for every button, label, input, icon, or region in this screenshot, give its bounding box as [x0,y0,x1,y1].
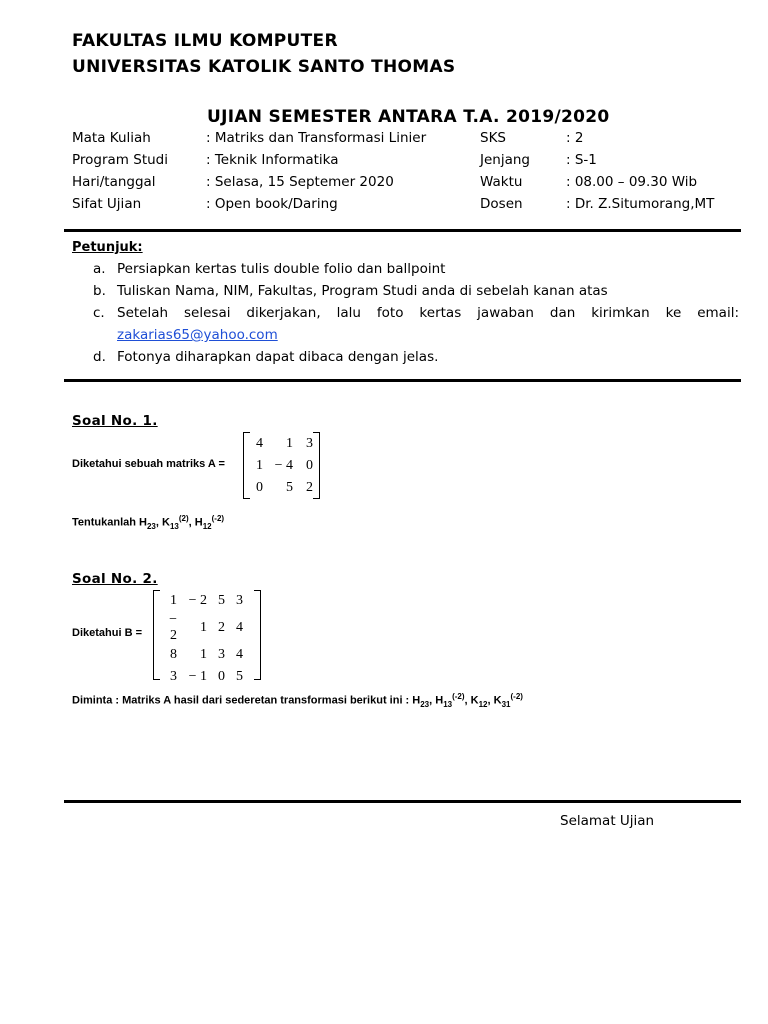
info-value: : Teknik Informatika [206,152,339,168]
info-value: : Selasa, 15 Septemer 2020 [206,174,394,190]
info-label: Dosen [480,196,523,212]
subscript: 13 [443,699,453,709]
right-bracket [254,590,261,680]
matrix-cell: − 2 [169,612,177,643]
superscript: (-2) [452,692,465,701]
matrix-cell: 4 [236,647,243,662]
matrix-cell: 3 [306,436,313,451]
task-text: , K [487,694,502,707]
instruction-item: Setelah selesai dikerjakan, lalu foto kertas jawaban dan kirimkan ke email: [117,305,739,321]
matrix-a [243,432,320,499]
question-2-given: Diketahui B = [72,627,142,639]
list-marker: b. [93,283,106,299]
matrix-cell: − 1 [188,669,207,684]
email-link[interactable]: zakarias65@yahoo.com [117,327,278,343]
info-label: Waktu [480,174,523,190]
subscript: 12 [478,699,488,709]
info-label: Sifat Ujian [72,196,142,212]
matrix-cell: 3 [170,669,177,684]
matrix-cell: 0 [306,458,313,473]
task-text: Diminta : Matriks A hasil dari sederetan transformasi berikut ini : H [72,694,421,707]
superscript: (2) [178,514,189,523]
matrix-cell: 1 [256,458,263,473]
list-marker: c. [93,305,105,321]
question-2-title: Soal No. 2. [72,571,158,587]
university-name: UNIVERSITAS KATOLIK SANTO THOMAS [72,57,456,77]
matrix-cell: 3 [236,593,243,608]
divider [64,379,741,382]
matrix-cell: − 4 [274,458,293,473]
task-text: , K [155,516,170,529]
matrix-cell: 1 [200,647,207,662]
list-marker: d. [93,349,106,365]
matrix-cell: 0 [256,480,263,495]
matrix-cell: 0 [218,669,225,684]
instruction-item: Fotonya diharapkan dapat dibaca dengan jelas. [117,349,439,365]
matrix-cell: 1 [286,436,293,451]
divider [64,800,741,803]
matrix-cell: 5 [286,480,293,495]
matrix-cell: 1 [170,593,177,608]
info-value: : Open book/Daring [206,196,338,212]
instruction-item: Persiapkan kertas tulis double folio dan ballpoint [117,261,446,277]
subscript: 12 [202,521,212,531]
subscript: 13 [169,521,179,531]
subscript: 23 [146,521,156,531]
info-label: SKS [480,130,506,146]
task-text: , K [464,694,479,707]
matrix-cell: − 2 [188,593,207,608]
info-value: : S-1 [566,152,597,168]
question-1-given: Diketahui sebuah matriks A = [72,458,225,470]
task-text: Tentukanlah H [72,516,147,529]
matrix-cell: 2 [306,480,313,495]
list-marker: a. [93,261,106,277]
subscript: 23 [420,699,430,709]
matrix-cell: 2 [218,620,225,635]
subscript: 31 [501,699,511,709]
superscript: (-2) [211,514,225,523]
info-value: : Matriks dan Transformasi Linier [206,130,427,146]
matrix-a-table [248,433,318,499]
faculty-name: FAKULTAS ILMU KOMPUTER [72,31,338,51]
task-text: , H [429,694,444,707]
matrix-b [153,590,261,684]
matrix-cell: 1 [200,620,207,635]
matrix-cell: 3 [218,647,225,662]
matrix-cell: 5 [218,593,225,608]
matrix-cell: 4 [256,436,263,451]
matrix-b-table [156,590,248,688]
matrix-cell: 8 [170,647,177,662]
superscript: (-2) [510,692,523,701]
matrix-cell: 5 [236,669,243,684]
task-text: , H [188,516,203,529]
question-1-task [72,514,224,531]
question-2-task [72,692,523,709]
instructions-title: Petunjuk: [72,240,143,255]
info-value: : 2 [566,130,584,146]
info-value: : Dr. Z.Situmorang,MT [566,196,715,212]
divider [64,229,741,232]
info-label: Mata Kuliah [72,130,151,146]
info-label: Jenjang [480,152,530,168]
info-label: Hari/tanggal [72,174,156,190]
matrix-cell: 4 [236,620,243,635]
instruction-item: Tuliskan Nama, NIM, Fakultas, Program Studi anda di sebelah kanan atas [117,283,608,299]
closing-text: Selamat Ujian [560,813,655,829]
info-label: Program Studi [72,152,168,168]
info-value: : 08.00 – 09.30 Wib [566,174,698,190]
question-1-title: Soal No. 1. [72,413,158,429]
exam-title: UJIAN SEMESTER ANTARA T.A. 2019/2020 [207,107,610,127]
